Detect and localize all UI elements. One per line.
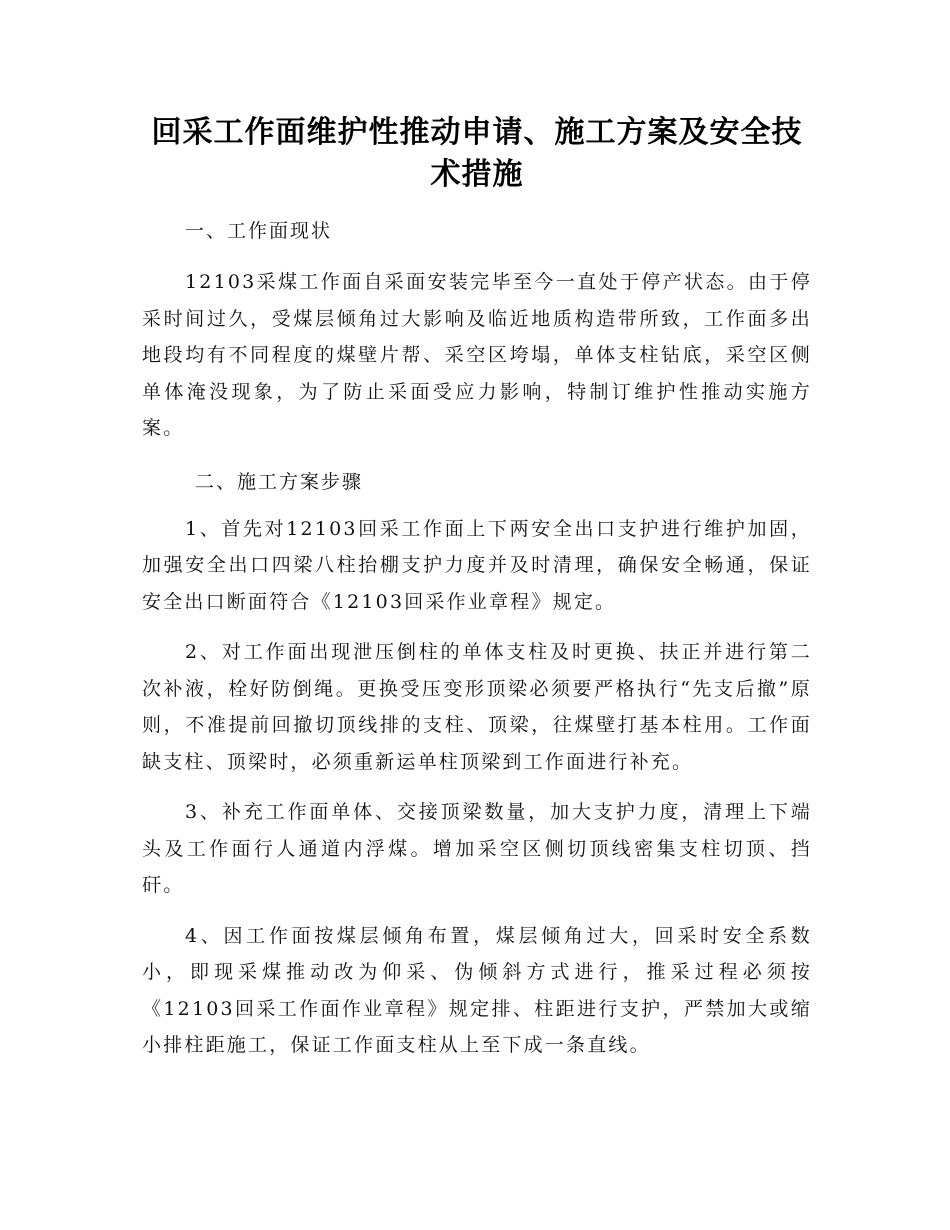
step-paragraph-2: 2、对工作面出现泄压倒柱的单体支柱及时更换、扶正并进行第二次补液，栓好防倒绳。更换受压变形顶梁必须要严格执行“先支后撤”原则，不准提前回撤切顶线排的支柱、顶梁，往煤壁打基本柱用。工作面缺支柱、顶梁时，必须重新运单柱顶梁到工作面进行补充。 (142, 641, 812, 773)
step-paragraph-4: 4、因工作面按煤层倾角布置，煤层倾角过大，回采时安全系数小，即现采煤推动改为仰采、伪倾斜方式进行，推采过程必须按《12103回采工作面作业章程》规定排、柱距进行支护，严禁加大或缩小排柱距施工，保证工作面支柱从上至下成一条直线。 (142, 924, 812, 1056)
step-paragraph-1: 1、首先对12103回采工作面上下两安全出口支护进行维护加固，加强安全出口四梁八柱抬棚支护力度并及时清理，确保安全畅通，保证安全出口断面符合《12103回采作业章程》规定。 (142, 517, 812, 613)
section-heading-status: 一、工作面现状 (185, 220, 333, 242)
status-paragraph: 12103采煤工作面自采面安装完毕至今一直处于停产状态。由于停采时间过久，受煤层倾角过大影响及临近地质构造带所致，工作面多出地段均有不同程度的煤壁片帮、采空区垮塌，单体支柱钻底，采空区侧单体淹没现象，为了防止采面受应力影响，特制订维护性推动实施方案。 (142, 271, 812, 439)
step-paragraph-3: 3、补充工作面单体、交接顶梁数量，加大支护力度，清理上下端头及工作面行人通道内浮煤。增加采空区侧切顶线密集支柱切顶、挡矸。 (142, 801, 812, 896)
document-title: 回采工作面维护性推动申请、施工方案及安全技术措施 (151, 115, 803, 192)
document-page (142, 112, 812, 1064)
section-heading-steps: 二、施工方案步骤 (195, 470, 364, 493)
